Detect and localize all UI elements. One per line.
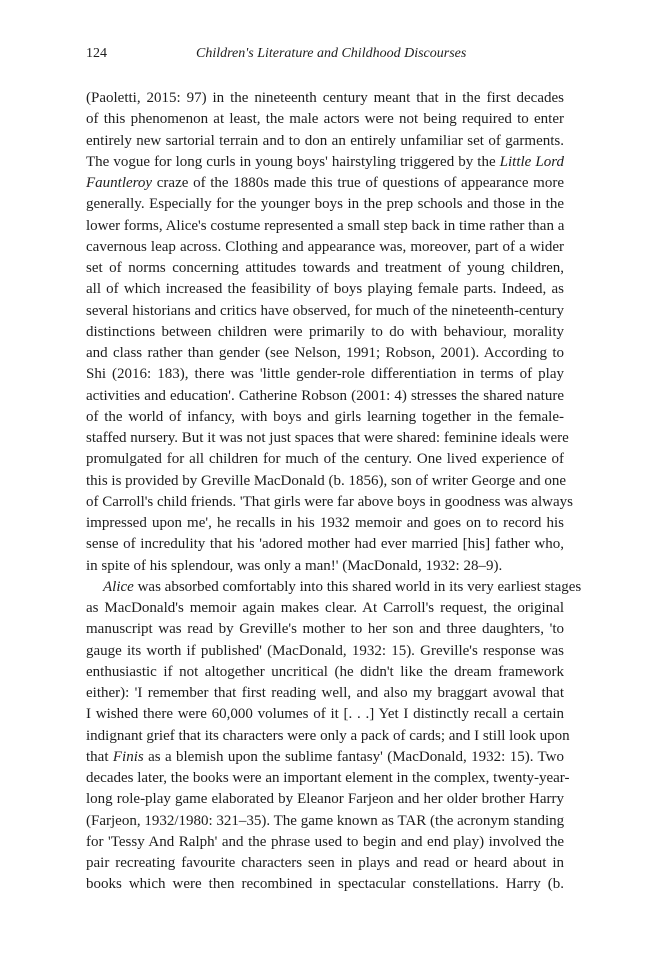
italic-title: Finis: [112, 748, 144, 765]
text-line: Alice was absorbed comfortably into this shared world in its very earliest stages: [103, 578, 582, 595]
text-line: pair recreating favourite characters seen in plays and read or heard about in: [86, 855, 564, 871]
text-line: as MacDonald's memoir again makes clear. At Carroll's request, the original: [86, 600, 564, 616]
italic-title: Alice: [103, 578, 134, 595]
text-line: that Finis as a blemish upon the sublime fantasy' (MacDonald, 1932: 15). Two: [86, 748, 564, 765]
text-line: (Paoletti, 2015: 97) in the nineteenth century meant that in the first decades: [86, 90, 564, 106]
text-line: manuscript was read by Greville's mother to her son and three daughters, 'to: [86, 621, 564, 638]
text-line: of the world of infancy, with boys and girls learning together in the female-: [86, 408, 564, 425]
text-line: either): 'I remember that first reading well, and also my braggart avowal that: [86, 685, 564, 701]
text-line: promulgated for all children for much of the century. One lived experience of: [86, 451, 564, 468]
text-line: sense of incredulity that his 'adored mother had ever married [his] father who,: [86, 536, 564, 553]
text-line: Shi (2016: 183), there was 'little gender-role differentiation in terms of play: [86, 366, 564, 383]
text-line: and class rather than gender (see Nelson, 1991; Robson, 2001). According to: [86, 345, 564, 361]
text-line: cavernous leap across. Clothing and appearance was, moreover, part of a wider: [86, 238, 564, 255]
text-line: I wished there were 60,000 volumes of it [. . .] Yet I distinctly recall a certain: [86, 706, 564, 723]
text-line: gauge its worth if published' (MacDonald, 1932: 15). Greville's response was: [86, 642, 564, 659]
italic-title: Little Lord: [499, 153, 564, 170]
text-line: indignant grief that its characters were only a pack of cards; and I still look upon: [86, 727, 570, 744]
text-line: The vogue for long curls in young boys' hairstyling triggered by the Little Lord: [86, 153, 564, 170]
text-line: set of norms concerning attitudes towards and treatment of young children,: [86, 260, 564, 276]
text-line: all of which increased the feasibility of boys playing female parts. Indeed, as: [86, 281, 564, 298]
text-line: this is provided by Greville MacDonald (b. 1856), son of writer George and one: [86, 472, 567, 489]
text-line: lower forms, Alice's costume represented a small step back in time rather than a: [86, 217, 565, 234]
paragraph-1: [86, 88, 573, 577]
text-line: of Carroll's child friends. 'That girls were far above boys in goodness was always: [86, 493, 573, 510]
text-line: activities and education'. Catherine Robson (2001: 4) stresses the shared nature: [86, 387, 564, 404]
text-line: for 'Tessy And Ralph' and the phrase used to begin and end play) involved the: [86, 833, 564, 850]
running-header: [86, 43, 564, 65]
text-line: impressed upon me', he recalls in his 1932 memoir and goes on to record his: [86, 515, 564, 531]
text-line: distinctions between children were primarily to do with behaviour, morality: [86, 323, 564, 340]
running-title: Children's Literature and Childhood Discourses: [196, 46, 467, 61]
text-line: (Farjeon, 1932/1980: 321–35). The game known as TAR (the acronym standing: [86, 812, 565, 829]
text-line: in spite of his splendour, was only a man!' (MacDonald, 1932: 28–9).: [86, 557, 503, 574]
text-line: Fauntleroy craze of the 1880s made this true of questions of appearance more: [86, 175, 564, 191]
text-line: generally. Especially for the younger boys in the prep schools and those in the: [86, 196, 564, 213]
text-line: books which were then recombined in spectacular constellations. Harry (b.: [86, 876, 564, 893]
text-line: of this phenomenon at least, the male actors were not being required to enter: [86, 111, 564, 128]
text-line: long role-play game elaborated by Eleanor Farjeon and her older brother Harry: [86, 791, 564, 808]
body-text: [86, 88, 582, 896]
text-line: several historians and critics have observed, for much of the nineteenth-century: [86, 302, 564, 319]
text-line: decades later, the books were an important element in the complex, twenty-year-: [86, 770, 570, 786]
paragraph-2: [86, 577, 582, 896]
page-number: 124: [86, 46, 107, 61]
italic-title: Fauntleroy: [86, 175, 153, 191]
text-line: enthusiastic if not altogether uncritical (he didn't like the dream framework: [86, 663, 564, 680]
text-line: staffed nursery. But it was not just spaces that were shared: feminine ideals were: [86, 430, 569, 446]
text-line: entirely new sartorial terrain and to don an entirely unfamiliar set of garments.: [86, 132, 564, 149]
